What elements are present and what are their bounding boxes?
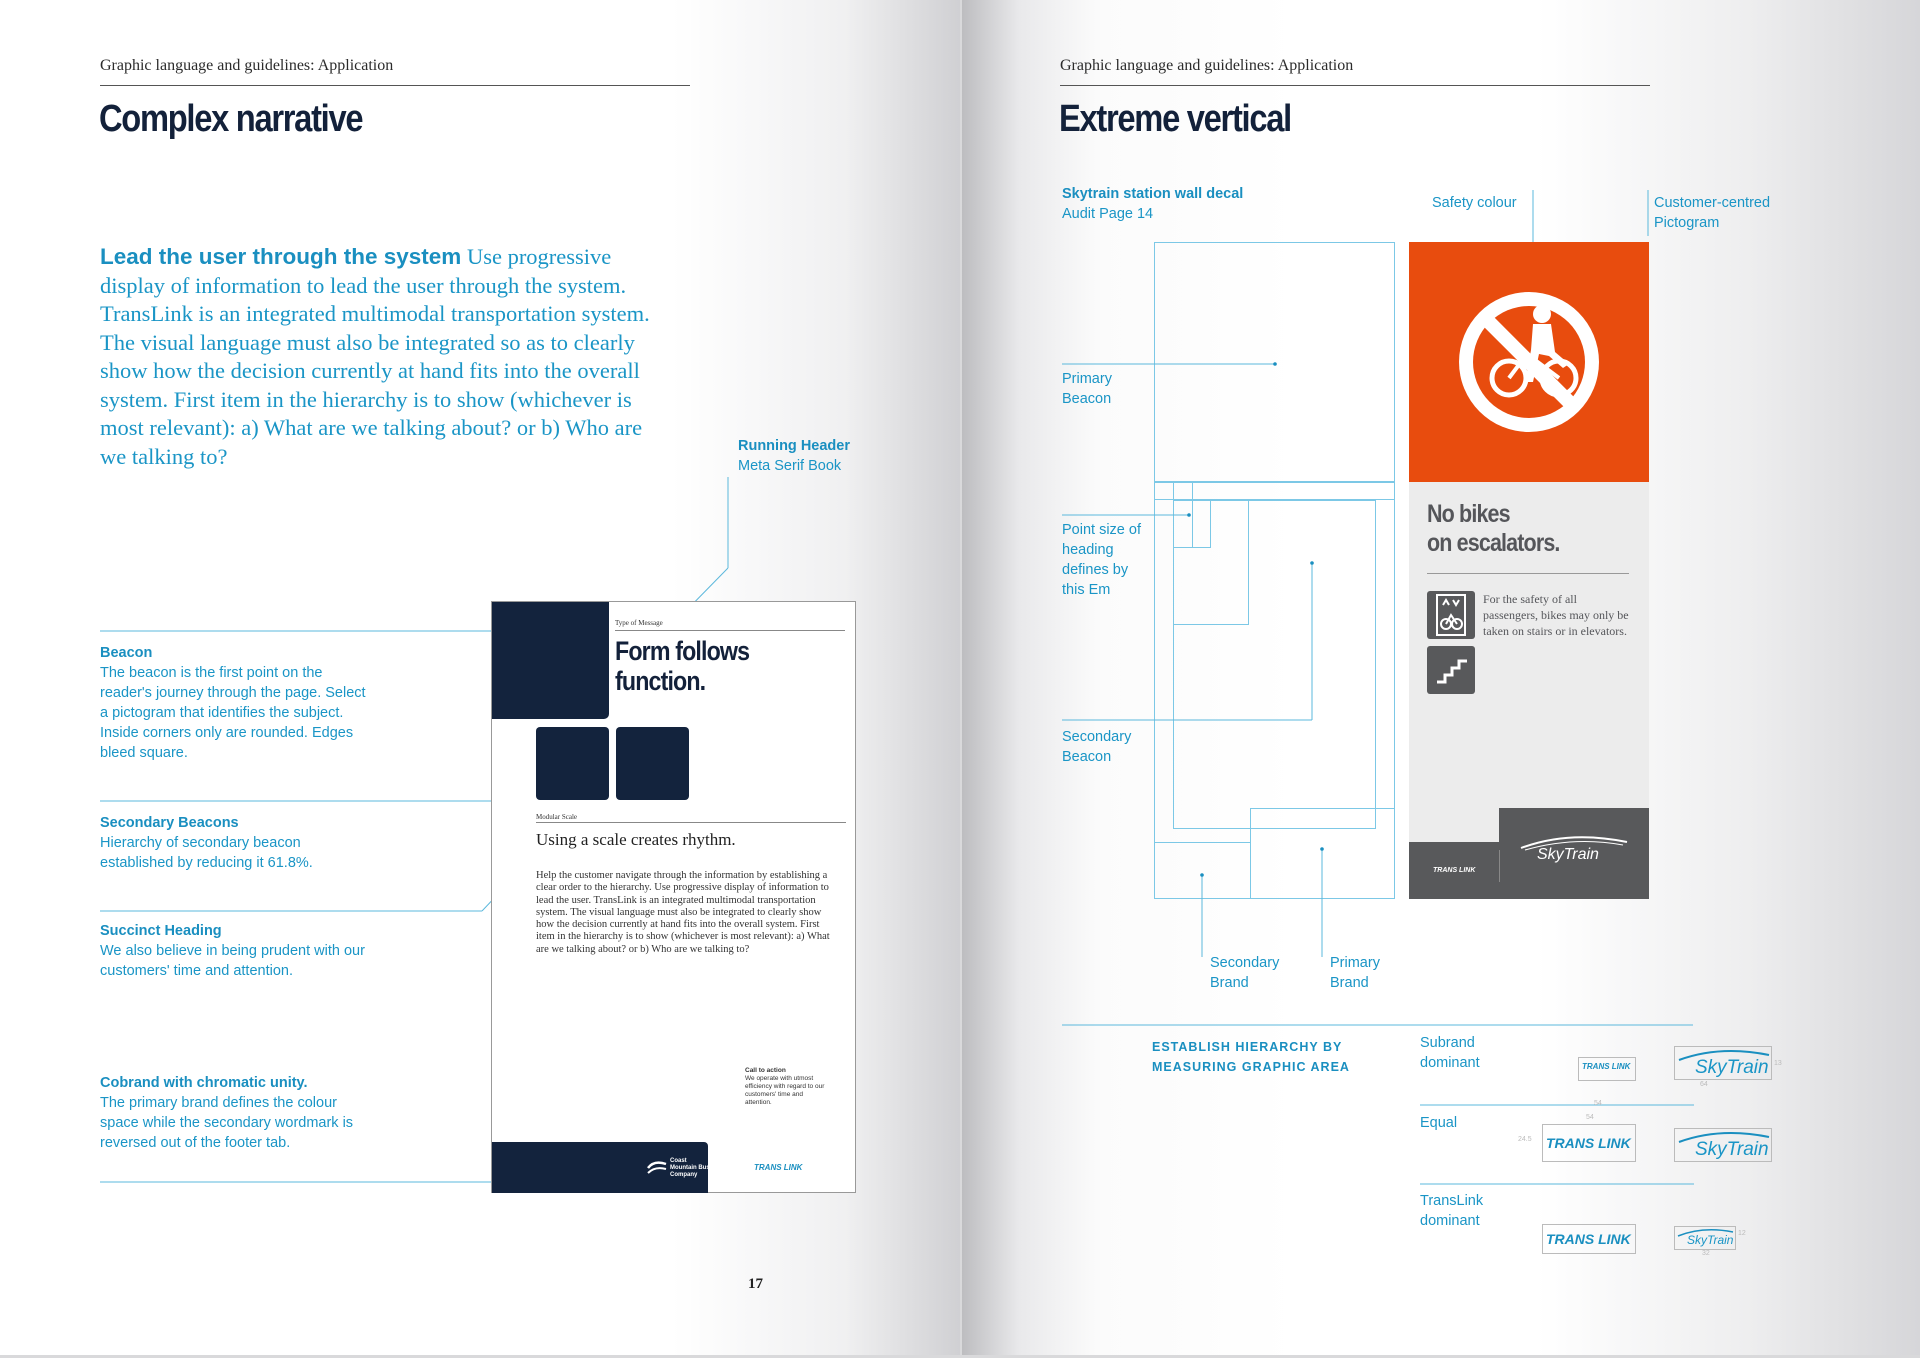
elevator-icon	[1427, 591, 1475, 639]
skytrain-wordmark: SkyTrain	[1687, 1233, 1734, 1247]
sign-translink-logo: TRANS LINK	[1433, 867, 1476, 874]
logo-box	[1542, 1224, 1636, 1254]
safety-colour-panel	[1409, 242, 1649, 482]
page-title: Extreme vertical	[1059, 98, 1291, 140]
row-label-translink: TransLink dominant	[1420, 1193, 1484, 1229]
label-safety-colour: Safety colour	[1432, 195, 1517, 211]
logo-box	[1674, 1226, 1736, 1250]
logo-box	[1578, 1057, 1636, 1081]
dim-label: 24.5	[1518, 1136, 1532, 1143]
page-number: 17	[748, 1276, 763, 1292]
sign-heading-line1: No bikes	[1427, 500, 1510, 528]
callout-title: Beacon	[100, 645, 153, 661]
running-header: Graphic language and guidelines: Application	[1060, 57, 1354, 74]
intro-lead: Lead the user through the system	[100, 244, 462, 269]
sign-body: For the safety of all passengers, bikes may only be taken on stairs or in elevators.	[1483, 592, 1629, 638]
dim-label: 12	[1738, 1230, 1746, 1237]
sign-heading-line2: on escalators.	[1427, 529, 1560, 557]
hierarchy-heading-line1: ESTABLISH HIERARCHY BY	[1152, 1040, 1343, 1054]
translink-wordmark: TRANS LINK	[1546, 1135, 1631, 1151]
stairs-icon	[1427, 646, 1475, 694]
decal-title: Skytrain station wall decal	[1062, 186, 1244, 202]
running-header: Graphic language and guidelines: Application	[100, 57, 394, 74]
sign-divider	[1499, 850, 1500, 882]
secondary-beacon	[536, 727, 609, 800]
logo-box	[1674, 1046, 1772, 1080]
translink-wordmark: TRANS LINK	[1582, 1062, 1631, 1071]
sample-subheading: Using a scale creates rhythm.	[536, 830, 736, 849]
label-secondary-beacon: Secondary Beacon	[1062, 729, 1132, 765]
sample-body: Help the customer navigate through the information by establishing a clear order to the hierarchy. Use progressive display of information to lead the user. TransLink is an integrated multimodal transportation system. The visual language must also be integrated to clearly show how the decision currently at hand fits into the overall system. First item in the hierarchy is to show (whichever is most relevant): a) What are we talking about? or b) Who are we talking to?	[536, 870, 830, 955]
secondary-beacon	[616, 727, 689, 800]
left-page	[0, 0, 960, 1355]
sample-rule	[615, 630, 845, 631]
callout-secondary-beacons	[100, 813, 370, 873]
callout-title: Running Header	[738, 438, 850, 454]
call-to-action	[745, 1067, 825, 1107]
logo-box	[1542, 1124, 1636, 1162]
translink-logo: TRANS LINK	[754, 1163, 803, 1172]
page-title: Complex narrative	[99, 98, 363, 140]
callout-succinct-heading	[100, 921, 370, 981]
callout-text: Meta Serif Book	[738, 458, 842, 474]
label-point-size: Point size of heading defines by this Em	[1062, 522, 1141, 598]
callout-cobrand	[100, 1073, 370, 1153]
callout-text: The primary brand defines the colour space while the secondary wordmark is reversed out of the footer tab.	[100, 1095, 354, 1151]
callout-text: We also believe in being prudent with our customers' time and attention.	[100, 943, 365, 979]
sign-skytrain-logo: SkyTrain	[1537, 846, 1599, 863]
row-label-subbrand: Subrand dominant	[1420, 1035, 1480, 1071]
sign-footer-notch	[1409, 808, 1499, 842]
label-primary-beacon: Primary Beacon	[1062, 371, 1112, 407]
callout-title: Secondary Beacons	[100, 815, 239, 831]
section-label: Modular Scale	[536, 813, 578, 821]
intro-text: Use progressive display of information to lead the user through the system. TransLink is an integrated multimodal transportation system. The visual language must also be integrated so as to clearly show how the decision currently at hand fits into the overall system. First item in the hierarchy is to show (whichever is most relevant): a) What are we talking about? or b) Who are we talking to?	[100, 244, 650, 469]
wave-logo-icon	[646, 1156, 668, 1178]
label-primary-brand: Primary Brand	[1330, 955, 1380, 991]
skytrain-sign	[1409, 242, 1649, 899]
skytrain-wordmark: SkyTrain	[1695, 1057, 1769, 1078]
label-pictogram: Customer-centred Pictogram	[1654, 195, 1771, 231]
logo-box	[1674, 1128, 1772, 1162]
sample-poster	[491, 601, 856, 1193]
primary-beacon	[492, 602, 609, 719]
callout-title: Cobrand with chromatic unity.	[100, 1075, 308, 1091]
footer-tab	[492, 1142, 708, 1193]
row-label-equal: Equal	[1420, 1115, 1458, 1131]
callout-text: Hierarchy of secondary beacon established by reducing it 61.8%.	[100, 835, 313, 871]
dim-label: 64	[1700, 1081, 1708, 1088]
translink-wordmark: TRANS LINK	[1546, 1231, 1631, 1247]
right-page	[962, 0, 1920, 1355]
no-bikes-pictogram-icon	[1409, 242, 1649, 482]
footer-brand: Coast Mountain Bus Company	[670, 1158, 710, 1178]
decal-sub: Audit Page 14	[1062, 206, 1154, 222]
dim-label: 54	[1586, 1114, 1594, 1121]
sign-rule	[1427, 573, 1629, 574]
elevator-bike-icon	[1427, 591, 1475, 639]
callout-title: Succinct Heading	[100, 923, 222, 939]
hierarchy-heading-line2: MEASURING GRAPHIC AREA	[1152, 1060, 1350, 1074]
cta-title: Call to action	[745, 1067, 786, 1074]
dim-label: 13	[1774, 1060, 1782, 1067]
dim-label: 54	[1594, 1100, 1602, 1107]
sign-heading	[1427, 500, 1560, 558]
sample-headline: Form follows function.	[615, 636, 750, 696]
callout-beacon	[100, 643, 370, 763]
cta-text: We operate with utmost efficiency with regard to our customers' time and attention.	[745, 1075, 825, 1106]
stairs-icon-glyph	[1427, 646, 1475, 694]
label-secondary-brand: Secondary Brand	[1210, 955, 1280, 991]
skytrain-wordmark: SkyTrain	[1695, 1139, 1769, 1160]
callout-text: The beacon is the first point on the reader's journey through the page. Select a pictogram that identifies the subject. Inside corners only are rounded. Edges bleed square.	[100, 665, 366, 761]
sample-rule	[536, 822, 846, 823]
hierarchy-heading	[1152, 1037, 1350, 1077]
dim-label: 32	[1702, 1250, 1710, 1257]
type-label: Type of Message	[615, 619, 663, 627]
